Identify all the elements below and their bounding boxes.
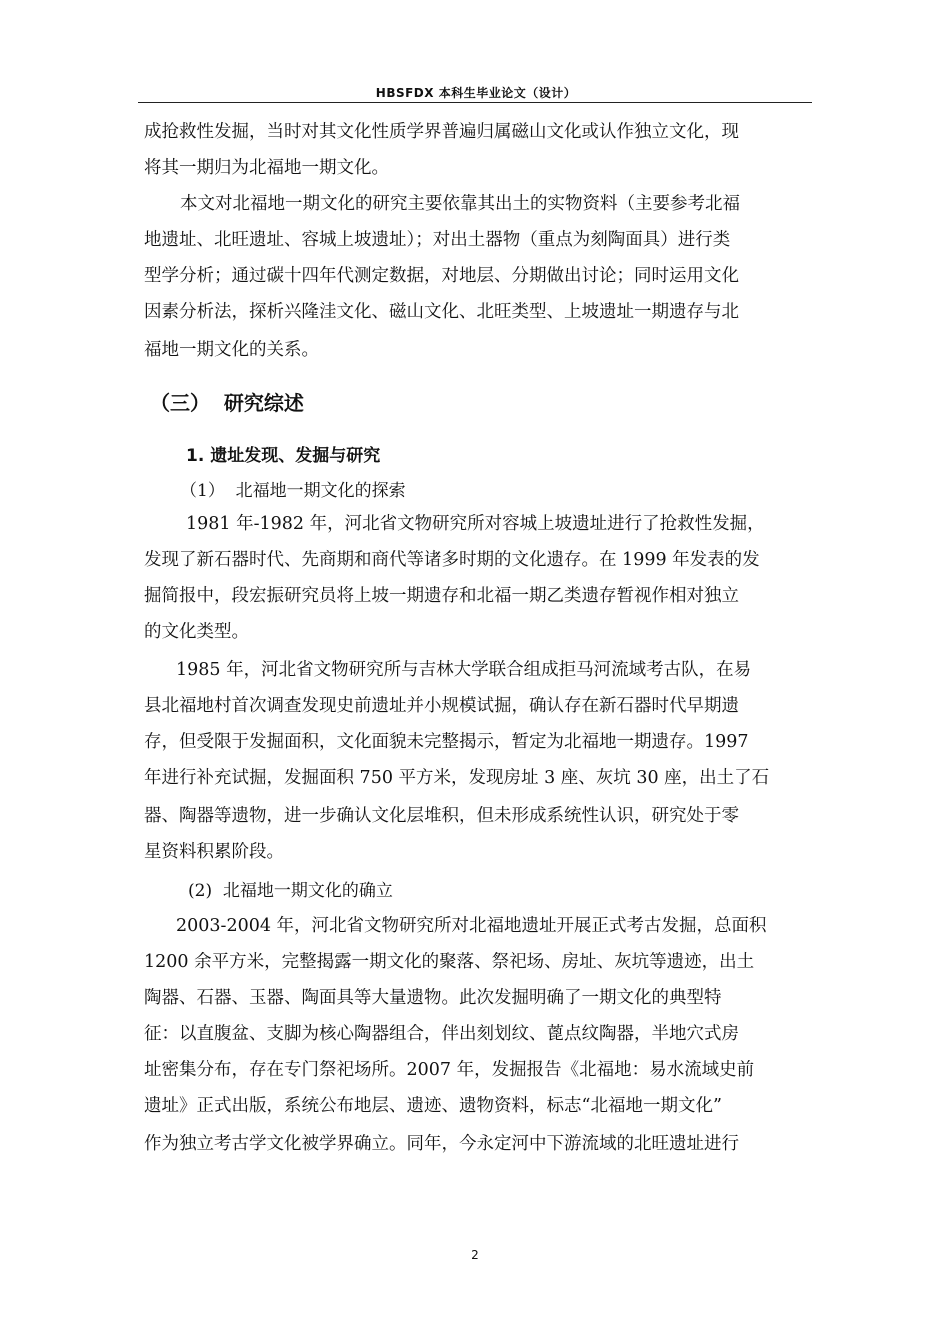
running-header: HBSFDX 本科生毕业论文（设计）	[375, 86, 577, 100]
text-line: 将其一期归为北福地一期文化。	[144, 158, 389, 178]
text-line: 陶器、石器、玉器、陶面具等大量遗物。此次发掘明确了一期文化的典型特	[144, 988, 722, 1008]
text-line: 址密集分布，存在专门祭祀场所。2007 年，发掘报告《北福地：易水流域史前	[144, 1060, 755, 1080]
text-line: 星资料积累阶段。	[144, 842, 284, 862]
text-line: 1200 余平方米，完整揭露一期文化的聚落、祭祀场、房址、灰坑等遗迹，出土	[144, 952, 755, 972]
section-heading: （三） 研究综述	[150, 391, 304, 415]
text-line: 作为独立考古学文化被学界确立。同年，今永定河中下游流域的北旺遗址进行	[144, 1134, 739, 1154]
text-line: 型学分析；通过碳十四年代测定数据，对地层、分期做出讨论；同时运用文化	[144, 266, 739, 286]
text-line: 掘简报中，段宏振研究员将上坡一期遗存和北福一期乙类遗存暂视作相对独立	[144, 586, 739, 606]
subsection-heading: 1. 遗址发现、发掘与研究	[186, 446, 381, 466]
text-line: 县北福地村首次调查发现史前遗址并小规模试掘，确认存在新石器时代早期遗	[144, 696, 739, 716]
text-line: 1981 年-1982 年，河北省文物研究所对容城上坡遗址进行了抢救性发掘，	[186, 514, 765, 534]
text-line: 福地一期文化的关系。	[144, 340, 319, 360]
text-line: 发现了新石器时代、先商期和商代等诸多时期的文化遗存。在 1999 年发表的发	[144, 550, 760, 570]
header-rule	[138, 102, 812, 103]
text-line: 1985 年，河北省文物研究所与吉林大学联合组成拒马河流域考古队，在易	[176, 660, 752, 680]
text-line: 本文对北福地一期文化的研究主要依靠其出土的实物资料（主要参考北福	[180, 194, 740, 214]
sub-heading: （1） 北福地一期文化的探索	[180, 481, 406, 501]
text-line: 器、陶器等遗物，进一步确认文化层堆积，但未形成系统性认识，研究处于零	[144, 806, 739, 826]
text-line: 地遗址、北旺遗址、容城上坡遗址）；对出土器物（重点为刻陶面具）进行类	[144, 230, 731, 250]
text-line: 征：以直腹盆、支脚为核心陶器组合，伴出刻划纹、蓖点纹陶器，半地穴式房	[144, 1024, 739, 1044]
text-line: 成抢救性发掘，当时对其文化性质学界普遍归属磁山文化或认作独立文化，现	[144, 122, 739, 142]
text-line: 存，但受限于发掘面积，文化面貌未完整揭示，暂定为北福地一期遗存。1997	[144, 732, 749, 752]
text-line: 因素分析法，探析兴隆洼文化、磁山文化、北旺类型、上坡遗址一期遗存与北	[144, 302, 739, 322]
text-line: 年进行补充试掘，发掘面积 750 平方米，发现房址 3 座、灰坑 30 座，出土了石	[144, 768, 770, 788]
text-line: 的文化类型。	[144, 622, 249, 642]
text-line: 遗址》正式出版，系统公布地层、遗迹、遗物资料，标志“北福地一期文化”	[144, 1096, 722, 1116]
text-line: 2003-2004 年，河北省文物研究所对北福地遗址开展正式考古发掘，总面积	[176, 916, 767, 936]
sub-heading: (2) 北福地一期文化的确立	[188, 881, 393, 901]
page-number: 2	[471, 1248, 479, 1262]
